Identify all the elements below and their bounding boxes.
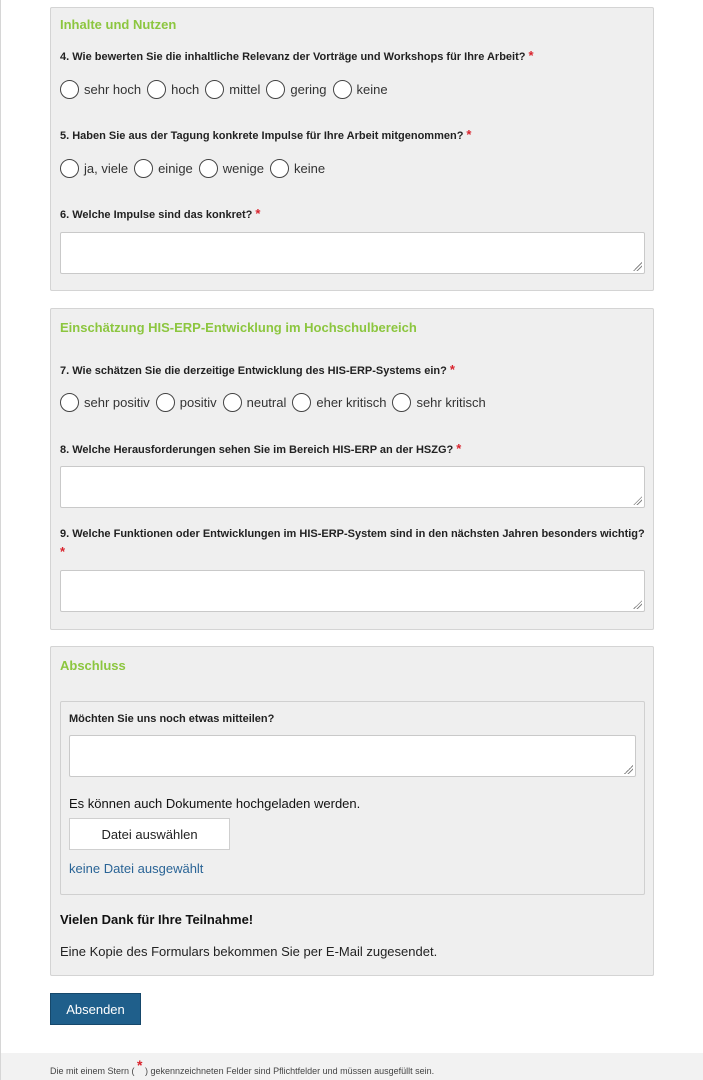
footer bbox=[1, 1053, 703, 1080]
radio-q7-neutral[interactable]: neutral bbox=[223, 393, 287, 412]
upload-label: Es können auch Dokumente hochgeladen werden. bbox=[69, 796, 361, 811]
radio-circle[interactable] bbox=[60, 80, 79, 99]
radio-q7-eher-kritisch[interactable]: eher kritisch bbox=[292, 393, 386, 412]
section-legend: Einschätzung HIS-ERP-Entwicklung im Hochschulbereich bbox=[60, 320, 417, 335]
required-marker: * bbox=[137, 1057, 143, 1073]
message-label: Möchten Sie uns noch etwas mitteilen? bbox=[69, 713, 275, 725]
file-status: keine Datei ausgewählt bbox=[69, 861, 204, 876]
question-6-label: 6. Welche Impulse sind das konkret? * bbox=[60, 206, 261, 221]
question-7-options bbox=[60, 393, 492, 412]
radio-circle[interactable] bbox=[199, 159, 218, 178]
submit-button[interactable]: Absenden bbox=[50, 993, 141, 1025]
question-8-label: 8. Welche Herausforderungen sehen Sie im Bereich HIS-ERP an der HSZG? * bbox=[60, 441, 462, 456]
required-marker: * bbox=[456, 441, 462, 456]
radio-circle[interactable] bbox=[392, 393, 411, 412]
section-closing bbox=[50, 646, 654, 976]
radio-q4-mittel[interactable]: mittel bbox=[205, 80, 260, 99]
radio-q5-keine[interactable]: keine bbox=[270, 159, 325, 178]
radio-q5-ja-viele[interactable]: ja, viele bbox=[60, 159, 128, 178]
question-6-textarea[interactable] bbox=[60, 232, 645, 274]
radio-q4-gering[interactable]: gering bbox=[266, 80, 326, 99]
message-upload-box bbox=[60, 701, 645, 895]
radio-circle[interactable] bbox=[292, 393, 311, 412]
radio-circle[interactable] bbox=[205, 80, 224, 99]
radio-q7-sehr-positiv[interactable]: sehr positiv bbox=[60, 393, 150, 412]
section-assessment bbox=[50, 308, 654, 630]
radio-q5-einige[interactable]: einige bbox=[134, 159, 193, 178]
copy-note: Eine Kopie des Formulars bekommen Sie per E-Mail zugesendet. bbox=[60, 944, 438, 959]
resize-grip-icon[interactable] bbox=[632, 599, 642, 609]
resize-grip-icon[interactable] bbox=[632, 261, 642, 271]
question-8-textarea[interactable] bbox=[60, 466, 645, 508]
radio-q4-hoch[interactable]: hoch bbox=[147, 80, 199, 99]
question-5-options bbox=[60, 159, 331, 178]
question-5-label: 5. Haben Sie aus der Tagung konkrete Impulse für Ihre Arbeit mitgenommen? * bbox=[60, 127, 472, 142]
required-marker: * bbox=[466, 127, 472, 142]
resize-grip-icon[interactable] bbox=[632, 495, 642, 505]
required-marker: * bbox=[255, 206, 261, 221]
thanks-text: Vielen Dank für Ihre Teilnahme! bbox=[60, 912, 254, 927]
resize-grip-icon[interactable] bbox=[623, 764, 633, 774]
radio-circle[interactable] bbox=[156, 393, 175, 412]
radio-circle[interactable] bbox=[223, 393, 242, 412]
radio-q5-wenige[interactable]: wenige bbox=[199, 159, 264, 178]
question-9-textarea[interactable] bbox=[60, 570, 645, 612]
section-legend: Abschluss bbox=[60, 658, 126, 673]
file-select-button[interactable]: Datei auswählen bbox=[69, 818, 230, 850]
question-4-label: 4. Wie bewerten Sie die inhaltliche Relevanz der Vorträge und Workshops für Ihre Arbeit? * bbox=[60, 48, 534, 63]
radio-circle[interactable] bbox=[333, 80, 352, 99]
radio-circle[interactable] bbox=[266, 80, 285, 99]
radio-q7-positiv[interactable]: positiv bbox=[156, 393, 217, 412]
question-9-label: 9. Welche Funktionen oder Entwicklungen im HIS-ERP-System sind in den nächsten Jahren besonders wichtig? * bbox=[60, 528, 645, 559]
radio-q7-sehr-kritisch[interactable]: sehr kritisch bbox=[392, 393, 485, 412]
required-marker: * bbox=[528, 48, 534, 63]
radio-circle[interactable] bbox=[60, 393, 79, 412]
required-marker: * bbox=[449, 362, 455, 377]
radio-circle[interactable] bbox=[134, 159, 153, 178]
question-4-options bbox=[60, 80, 394, 99]
radio-circle[interactable] bbox=[147, 80, 166, 99]
question-7-label: 7. Wie schätzen Sie die derzeitige Entwicklung des HIS-ERP-Systems ein? * bbox=[60, 362, 455, 377]
required-fields-note: Die mit einem Stern ( * ) gekennzeichneten Felder sind Pflichtfelder und müssen ausgefüllt sein. bbox=[50, 1057, 435, 1076]
section-content bbox=[50, 7, 654, 291]
radio-q4-keine[interactable]: keine bbox=[333, 80, 388, 99]
section-legend: Inhalte und Nutzen bbox=[60, 17, 177, 32]
required-marker: * bbox=[60, 544, 66, 559]
radio-circle[interactable] bbox=[60, 159, 79, 178]
message-textarea[interactable] bbox=[69, 735, 636, 777]
radio-circle[interactable] bbox=[270, 159, 289, 178]
radio-q4-sehr-hoch[interactable]: sehr hoch bbox=[60, 80, 141, 99]
